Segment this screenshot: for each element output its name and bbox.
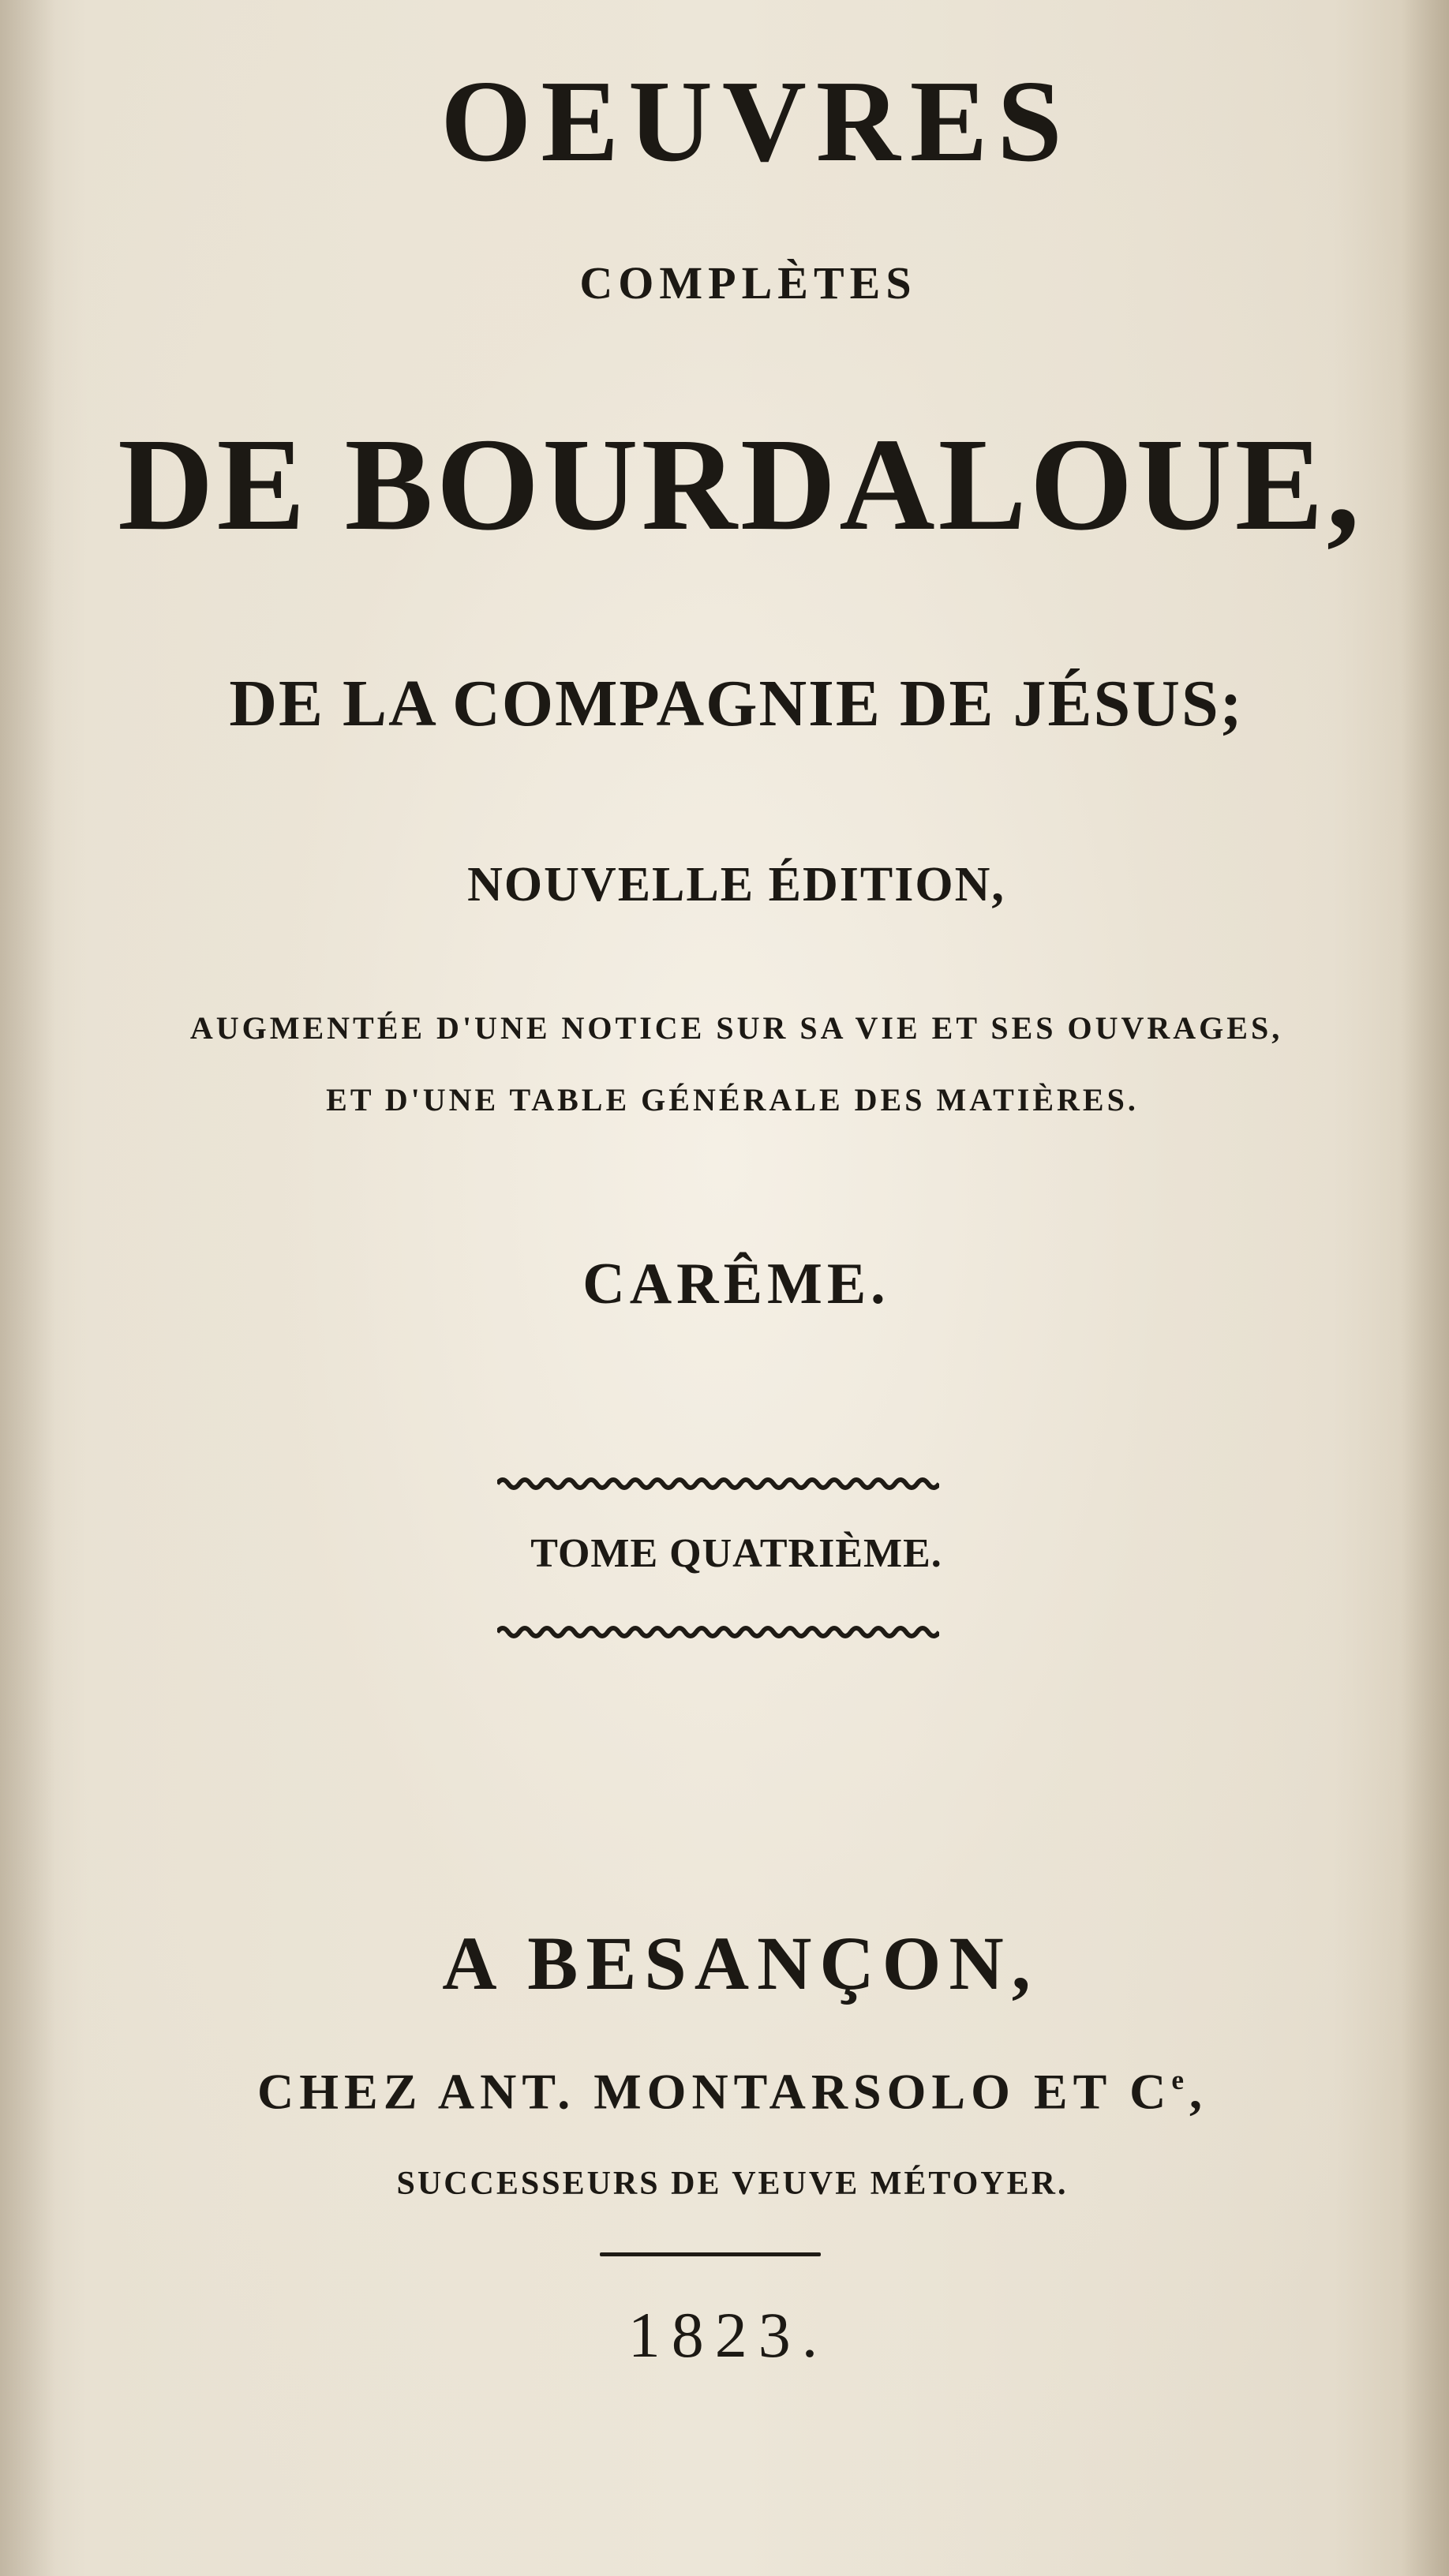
title-completes: COMPLÈTES: [579, 257, 917, 309]
publisher-name: CHEZ ANT. MONTARSOLO ET C: [257, 2063, 1172, 2120]
edition-description-line2: ET D'UNE TABLE GÉNÉRALE DES MATIÈRES.: [326, 1082, 1139, 1118]
publisher-superscript: e: [1171, 2065, 1189, 2095]
imprint-rule: [600, 2252, 821, 2256]
ornamental-rule-top: [497, 1474, 939, 1493]
imprint-publisher: [0, 2063, 1449, 2120]
publisher-comma: ,: [1189, 2063, 1208, 2120]
edition-statement: NOUVELLE ÉDITION,: [467, 858, 1005, 912]
title-author: DE BOURDALOUE,: [118, 411, 1363, 558]
section-title: CARÊME.: [582, 1252, 890, 1316]
imprint-successors: SUCCESSEURS DE VEUVE MÉTOYER.: [396, 2166, 1069, 2202]
edition-description-line1: AUGMENTÉE D'UNE NOTICE SUR SA VIE ET SES OUVRAGES,: [189, 1010, 1283, 1046]
volume-number: TOME QUATRIÈME.: [530, 1531, 942, 1576]
title-oeuvres: OEUVRES: [440, 57, 1072, 186]
imprint-city: A BESANÇON,: [442, 1921, 1039, 2005]
publication-year: 1823.: [627, 2299, 829, 2371]
ornamental-rule-bottom: [497, 1623, 939, 1642]
title-order: DE LA COMPAGNIE DE JÉSUS;: [229, 667, 1244, 740]
